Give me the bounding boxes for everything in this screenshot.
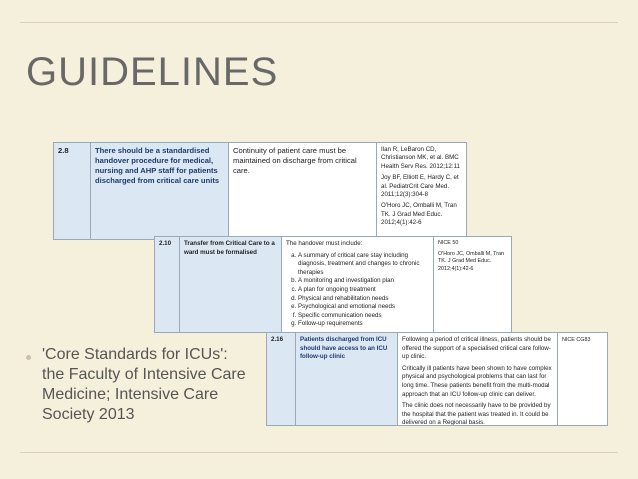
list-item: d. Physical and rehabilitation needs — [298, 295, 429, 304]
standard-heading: Patients discharged from ICU should have access to an ICU follow-up clinic — [295, 333, 397, 425]
references — [376, 143, 466, 239]
list-item: f. Specific communication needs — [298, 312, 429, 321]
standard-number: 2.10 — [155, 237, 179, 332]
reference-code: NICE 50 — [438, 240, 459, 246]
list-item: e. Psychological and emotional needs — [298, 303, 429, 312]
handover-list — [286, 252, 429, 329]
reference: Joy BF, Elliott E, Hardy C, et al. PediatrCrit Care Med. 2011;12(3):304-8 — [381, 174, 459, 199]
top-rule — [20, 22, 618, 23]
references — [433, 237, 511, 332]
bottom-rule — [20, 452, 618, 453]
standard-number: 2.8 — [54, 143, 90, 239]
guideline-excerpt-2-8 — [53, 142, 467, 240]
list-item: g. Follow-up requirements — [298, 320, 429, 329]
reference: O'Horo JC, Omballi M, Tran TK. J Grad Med Educ. 2012;4(1):42-6 — [381, 202, 457, 227]
paragraph: Following a period of critical illness, patients should be offered the support of a specialised critical care follow-up clinic. — [402, 336, 551, 361]
paragraph: Critically ill patients have been shown to have complex physical and psychological problems that can last for long time. These patients benefit from the multi-modal approach that an ICU follow-up clinic can deliver. — [402, 364, 552, 398]
list-item: c. A plan for ongoing treatment — [298, 286, 429, 295]
standard-detail: Continuity of patient care must be maintained on discharge from critical care. — [228, 143, 376, 239]
reference: O'Horo JC, Omballi M, Tran TK. J Grad Med Educ. 2012;4(1):42-6 — [438, 250, 505, 272]
standard-heading: Transfer from Critical Care to a ward must be formalised — [179, 237, 281, 332]
list-item: b. A monitoring and investigation plan — [298, 277, 429, 286]
slide-title: GUIDELINES — [26, 50, 279, 94]
reference: Ilan R, LeBaron CD, Christianson MK, et al. BMC Health Serv Res. 2012;12:11 — [381, 146, 460, 170]
guideline-excerpt-2-10 — [154, 236, 512, 333]
guideline-excerpt-2-16 — [266, 332, 608, 426]
standard-detail — [397, 333, 557, 425]
bullet-dot-icon — [26, 355, 31, 360]
reference-code: NICE CG83 — [562, 337, 591, 343]
standard-heading: There should be a standardised handover procedure for medical, nursing and AHP staff for patients discharged from critical care units — [90, 143, 228, 239]
standard-detail — [281, 237, 433, 332]
handover-intro: The handover must include: — [286, 240, 363, 247]
references — [557, 333, 607, 425]
standard-number: 2.16 — [267, 333, 295, 425]
list-item: a. A summary of critical care stay including diagnosis, treatment and changes to chronic therapies — [298, 252, 429, 278]
bullet-text: 'Core Standards for ICUs': the Faculty of Intensive Care Medicine; Intensive Care Society 2013 — [42, 346, 246, 423]
paragraph: The clinic does not necessarily have to be provided by the hospital that the patient was treated in. It could be delivered on a Regional basis. — [402, 402, 551, 425]
